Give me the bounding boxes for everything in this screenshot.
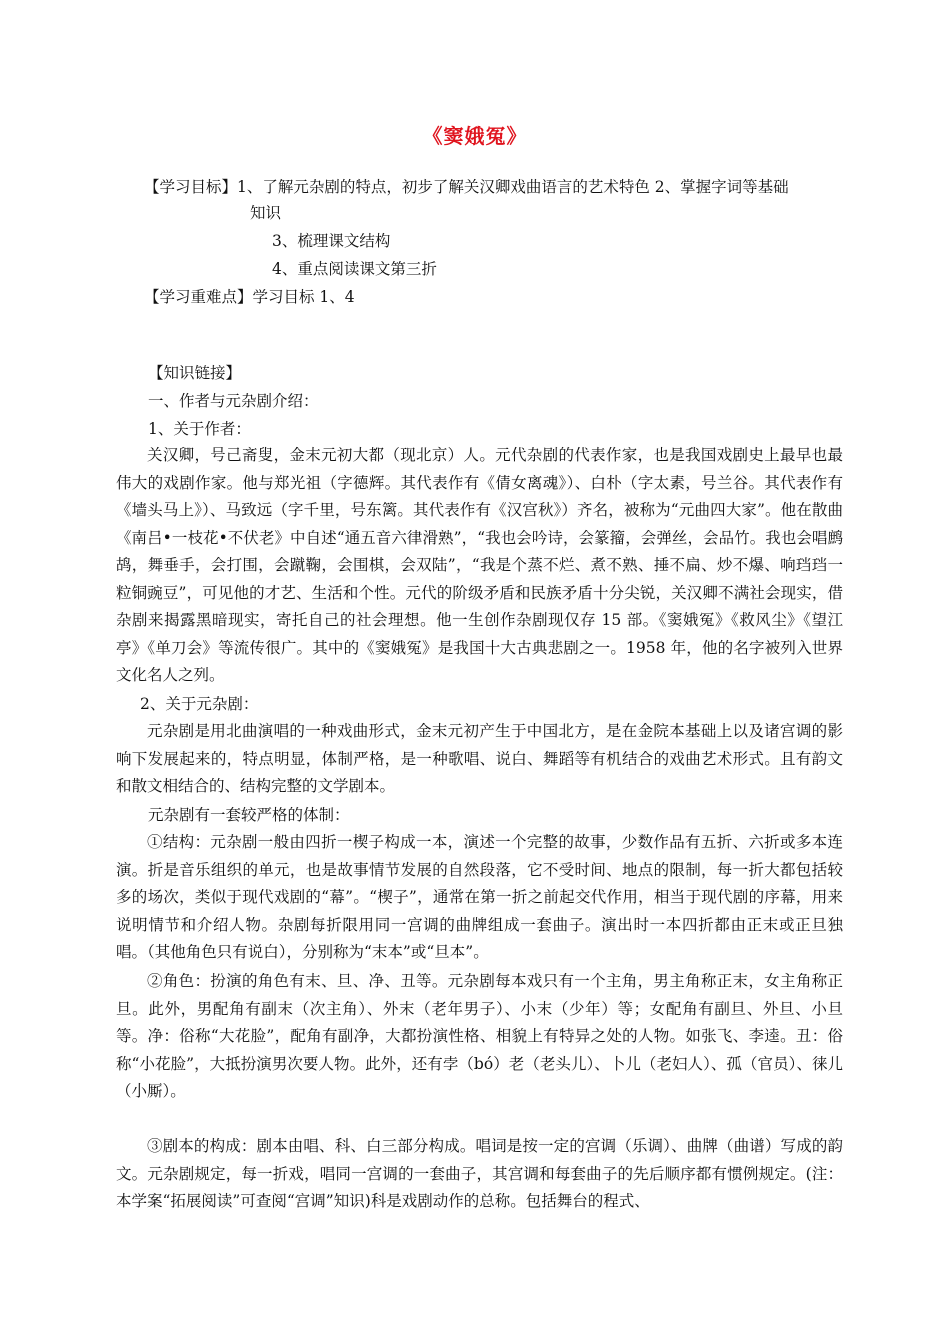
structure-paragraph: ①结构：元杂剧一般由四折一楔子构成一本，演述一个完整的故事，少数作品有五折、六折或多本连演。折是音乐组织的单元，也是故事情节发展的自然段落，它不受时间、地点的限制，每一折大都包括较多的场次，类似于现代戏剧的“幕”。“楔子”，通常在第一折之前起交代作用，相当于现代剧的序幕，用来说明情节和介绍人物。杂剧每折限用同一宫调的曲牌组成一套曲子。演出时一本四折都由正末或正旦独唱。（其他角色只有说白），分别称为“末本”或“旦本”。 bbox=[116, 833, 843, 961]
key-points: 【学习重难点】学习目标 1、4 bbox=[144, 288, 355, 306]
roles-paragraph: ②角色：扮演的角色有末、旦、净、丑等。元杂剧每本戏只有一个主角，男主角称正末，女主角称正旦。此外，男配角有副末（次主角）、外末（老年男子）、小末（少年）等；女配角有副旦、外旦、小旦等。净：俗称“大花脸”，配角有副净，大都扮演性格、相貌上有特异之处的人物。如张飞、李逵。丑：俗称“小花脸”，大抵扮演男次要人物。此外，还有孛（bó）老（老头儿）、卜儿（老妇人）、孤（官员）、徕儿（小厮）。 bbox=[116, 972, 843, 1100]
objectives-line-3: 4、重点阅读课文第三折 bbox=[272, 260, 437, 278]
objectives-line-2: 3、梳理课文结构 bbox=[272, 232, 391, 250]
objectives-line-1-continued: 知识 bbox=[250, 204, 282, 222]
subsection-heading-author: 1、关于作者： bbox=[148, 420, 251, 438]
zaju-paragraph: 元杂剧是用北曲演唱的一种戏曲形式，金末元初产生于中国北方，是在金院本基础上以及诸宫调的影响下发展起来的，特点明显，体制严格，是一种歌唱、说白、舞蹈等有机结合的戏曲艺术形式。且有韵文和散文相结合的、结构完整的文学剧本。 bbox=[116, 722, 843, 795]
document-title: 《窦娥冤》 bbox=[422, 124, 528, 148]
objectives-line-1: 【学习目标】1、了解元杂剧的特点，初步了解关汉卿戏曲语言的艺术特色 2、掌握字词等基础 bbox=[144, 178, 789, 196]
author-paragraph: 关汉卿，号己斋叟，金末元初大都（现北京）人。元代杂剧的代表作家，也是我国戏剧史上最早也最伟大的戏剧作家。他与郑光祖（字德辉。其代表作有《倩女离魂》）、白朴（字太素，号兰谷。其代表作有《墙头马上》）、马致远（字千里，号东篱。其代表作有《汉宫秋》）齐名，被称为“元曲四大家”。他在散曲《南吕•一枝花•不伏老》中自述“通五音六律滑熟”，“我也会吟诗，会篆籀，会弹丝，会品竹。我也会唱鹧鸪，舞垂手，会打围，会蹴鞠，会围棋，会双陆”，“我是个蒸不烂、煮不熟、捶不扁、炒不爆、响珰珰一粒铜豌豆”，可见他的才艺、生活和个性。元代的阶级矛盾和民族矛盾十分尖锐，关汉卿不满社会现实，借杂剧来揭露黑暗现实，寄托自己的社会理想。他一生创作杂剧现仅存 15 部。《窦娥冤》《救风尘》《望江亭》《单刀会》等流传很广。其中的《窦娥冤》是我国十大古典悲剧之一。1958 年，他的名字被列入世界文化名人之列。 bbox=[116, 446, 843, 684]
section-heading-author-and-zaju: 一、作者与元杂剧介绍： bbox=[148, 392, 319, 410]
script-paragraph: ③剧本的构成：剧本由唱、科、白三部分构成。唱词是按一定的宫调（乐调）、曲牌（曲谱）写成的韵文。元杂剧规定，每一折戏，唱同一宫调的一套曲子，其宫调和每套曲子的先后顺序都有惯例规定。(注：本学案“拓展阅读”可查阅“宫调”知识)科是戏剧动作的总称。包括舞台的程式、 bbox=[116, 1137, 843, 1210]
system-intro: 元杂剧有一套较严格的体制： bbox=[148, 806, 350, 824]
knowledge-link-heading: 【知识链接】 bbox=[148, 364, 242, 382]
subsection-heading-zaju: 2、关于元杂剧： bbox=[140, 695, 259, 713]
